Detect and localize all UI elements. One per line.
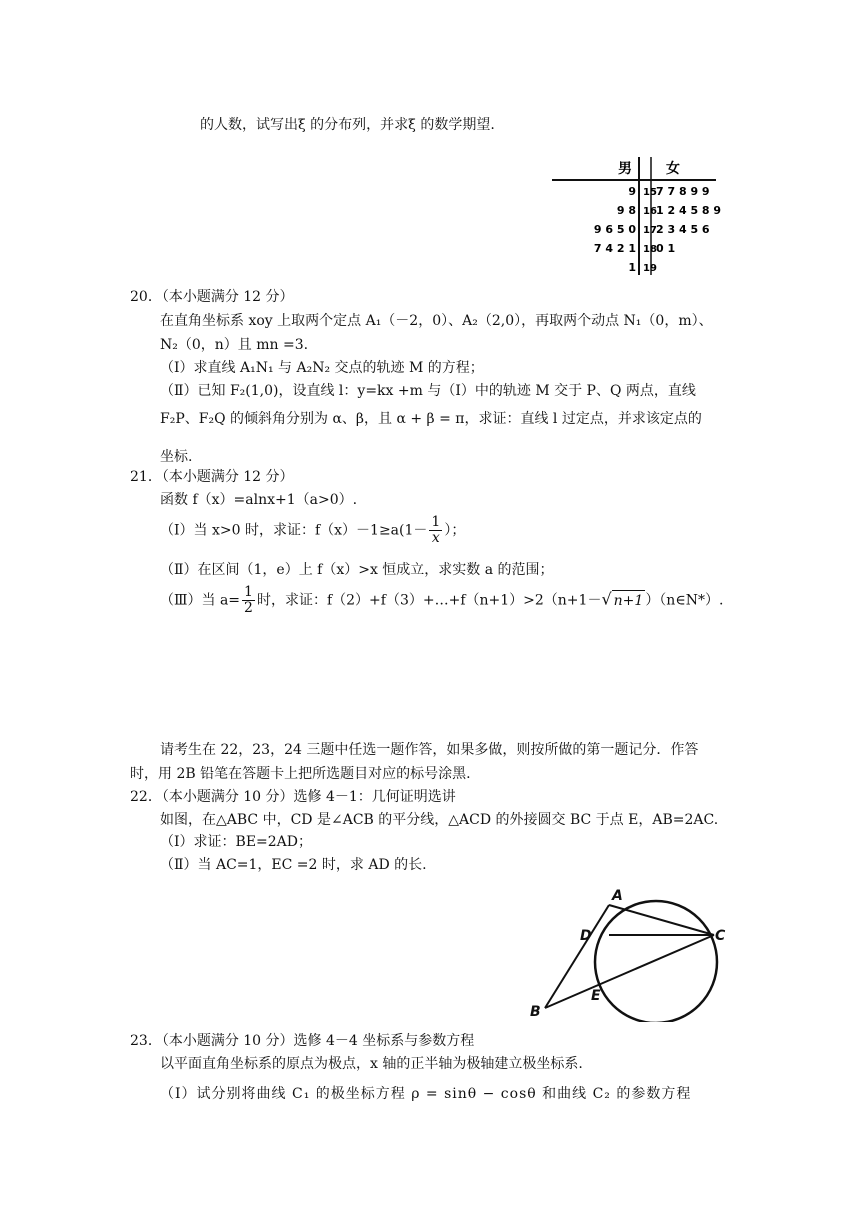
stem-row: 18 (643, 244, 657, 255)
stem-leaf-plot (548, 153, 723, 278)
point-a-label: A (612, 888, 623, 904)
q20-part2a: （Ⅱ）已知 F₂(1,0)，设直线 l：y=kx +m 与（Ⅰ）中的轨迹 M 交于 P、Q 两点，直线 (160, 383, 696, 399)
q20-number (130, 287, 294, 307)
q21-part3 (160, 585, 723, 616)
q23-part1: （Ⅰ）试分别将曲线 C₁ 的极坐标方程 ρ = sinθ − cosθ 和曲线 C₂ 的参数方程 (160, 1086, 692, 1102)
fraction-numerator: 1 (431, 514, 441, 530)
q22-part2: （Ⅱ）当 AC=1，EC =2 时，求 AD 的长. (160, 857, 427, 873)
q21-part3-fraction (242, 585, 255, 616)
fraction-denominator: x (431, 530, 440, 546)
stem-row: 19 (643, 263, 657, 274)
header-male: 男 (618, 161, 632, 177)
notice-line2: 时，用 2B 铅笔在答题卡上把所选题目对应的标号涂黑. (130, 766, 471, 782)
q23-number: 23． (130, 1033, 162, 1049)
leaf-right-row: 1 2 4 5 8 9 (656, 204, 722, 217)
point-b-label: B (530, 1004, 541, 1020)
stem-row: 16 (643, 206, 657, 217)
sqrt-radicand: n+1 (612, 590, 646, 611)
leaf-right-row: 2 3 4 5 6 (656, 223, 710, 236)
leaf-left-row: 9 6 5 0 (593, 223, 636, 236)
q21-line1: 函数 f（x）=alnx+1（a>0）. (160, 492, 358, 508)
q20-part2c: 坐标. (160, 449, 193, 465)
header-female: 女 (666, 161, 680, 177)
leaf-left-row: 7 4 2 1 (593, 242, 636, 255)
q21-part1-post: ）； (444, 522, 466, 539)
leaf-left-row: 9 8 (616, 204, 636, 217)
q21-number: 21． (130, 469, 162, 485)
stem-row: 17 (643, 225, 657, 236)
q22-heading (130, 787, 456, 807)
q21-part1-pre: （Ⅰ）当 x>0 时，求证：f（x）－1≥a(1－ (160, 522, 428, 539)
q21-heading (130, 467, 294, 487)
q21-part3-mid: 时，求证：f（2）+f（3）+…+f（n+1）>2（n+1－ (256, 592, 602, 609)
q20-line1: 在直角坐标系 xoy 上取两个定点 A₁（－2，0）、A₂（2,0），再取两个动点 N₁（0，m）、 (160, 313, 713, 329)
fraction-denominator: 2 (244, 600, 253, 616)
q23-heading (130, 1031, 474, 1051)
geometry-figure (525, 872, 745, 1022)
notice-line1: 请考生在 22，23，24 三题中任选一题作答，如果多做，则按所做的第一题记分．作答 (160, 742, 699, 758)
fraction-numerator: 1 (244, 584, 253, 600)
point-d-label: D (580, 928, 592, 944)
q21-part1-fraction (429, 515, 442, 546)
q23-line1: 以平面直角坐标系的原点为极点，x 轴的正半轴为极轴建立极坐标系. (160, 1056, 583, 1072)
intro-line: 的人数，试写出ξ 的分布列，并求ξ 的数学期望. (200, 117, 495, 133)
q20-header: （本小题满分 12 分） (161, 289, 294, 305)
point-c-label: C (715, 928, 726, 944)
point-e-label: E (591, 988, 601, 1004)
q21-part1 (160, 515, 465, 546)
q21-part2: （Ⅱ）在区间（1，e）上 f（x）>x 恒成立，求实数 a 的范围； (160, 562, 554, 578)
leaf-right-row: 7 7 8 9 9 (656, 185, 710, 198)
leaf-left-row: 1 (628, 261, 636, 274)
q20-part1: （Ⅰ）求直线 A₁N₁ 与 A₂N₂ 交点的轨迹 M 的方程； (160, 360, 484, 376)
q22-line1: 如图，在△ABC 中，CD 是∠ACB 的平分线，△ACD 的外接圆交 BC 于点 E，AB=2AC. (160, 812, 719, 828)
q21-part3-pre: （Ⅲ）当 a= (160, 592, 241, 609)
q22-part1: （Ⅰ）求证：BE=2AD； (160, 834, 313, 850)
q20-part2b: F₂P、F₂Q 的倾斜角分别为 α、β，且 α + β = π，求证：直线 l 过定点，并求该定点的 (160, 411, 702, 427)
stem-row: 15 (643, 187, 657, 198)
q22-number: 22． (130, 789, 162, 805)
q21-header: （本小题满分 12 分） (161, 469, 294, 485)
sqrt-sign: √ (601, 589, 612, 609)
leaf-right-row: 0 1 (656, 242, 676, 255)
leaf-left-row: 9 (628, 185, 636, 198)
q21-part3-post: ）（n∈N*）. (645, 592, 724, 609)
q22-header: （本小题满分 10 分）选修 4－1：几何证明选讲 (161, 789, 456, 805)
q20-number-text: 20． (130, 289, 162, 305)
q23-header: （本小题满分 10 分）选修 4－4 坐标系与参数方程 (161, 1033, 475, 1049)
q20-line2: N₂（0，n）且 mn =3. (160, 337, 309, 353)
